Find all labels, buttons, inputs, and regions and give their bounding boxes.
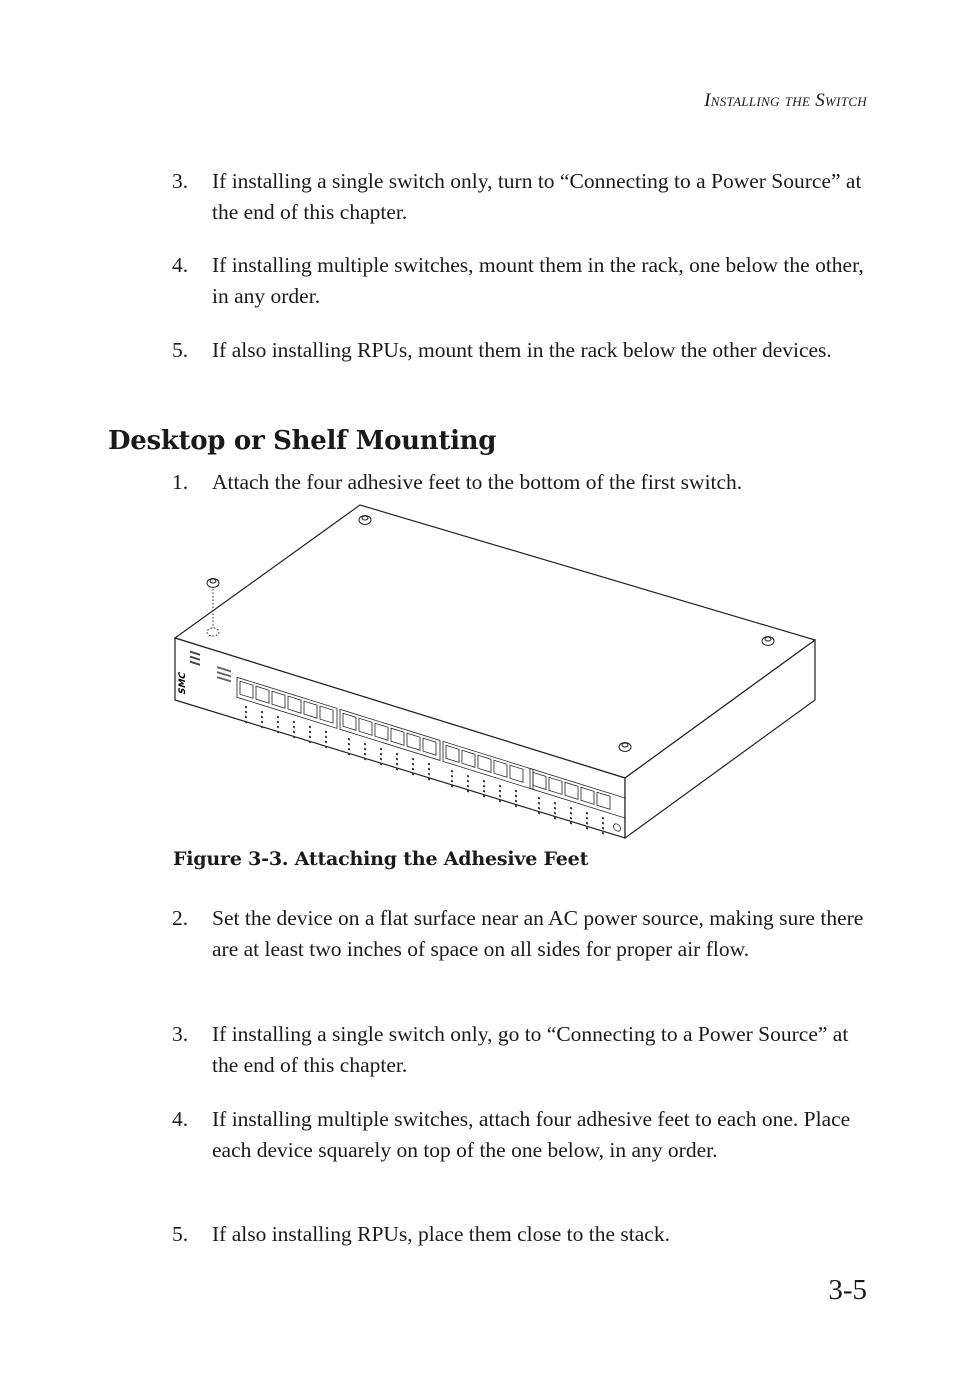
running-head-part-2: witch bbox=[825, 90, 867, 111]
step-text: Attach the four adhesive feet to the bottom of the first switch. bbox=[212, 470, 743, 494]
step-text: If installing multiple switches, mount them in the rack, one below the other, in any order. bbox=[212, 253, 864, 308]
figure-caption: Figure 3-3. Attaching the Adhesive Feet bbox=[173, 848, 589, 870]
switch-illustration bbox=[170, 500, 830, 845]
switch-drawing bbox=[170, 500, 830, 845]
step-text: If also installing RPUs, place them close to the stack. bbox=[212, 1222, 670, 1246]
step-text: If installing a single switch only, go to “Connecting to a Power Source” at the end of this chapter. bbox=[212, 1022, 849, 1077]
step-number: 3. bbox=[172, 169, 189, 193]
rack-step-3 bbox=[172, 166, 872, 228]
step-text: If installing a single switch only, turn to “Connecting to a Power Source” at the end of this chapter. bbox=[212, 169, 862, 224]
page-number: 3-5 bbox=[828, 1274, 867, 1306]
running-head bbox=[704, 90, 867, 112]
rack-step-5 bbox=[172, 335, 872, 366]
running-head-initial-2: S bbox=[815, 90, 826, 111]
step-text: If installing multiple switches, attach four adhesive feet to each one. Place each device squarely on top of the one below, in any order. bbox=[212, 1107, 851, 1162]
desktop-step-5 bbox=[172, 1219, 872, 1250]
desktop-step-4 bbox=[172, 1104, 872, 1166]
desktop-step-1 bbox=[172, 467, 872, 498]
step-number: 5. bbox=[172, 1222, 189, 1246]
step-text: If also installing RPUs, mount them in the rack below the other devices. bbox=[212, 338, 832, 362]
running-head-part-1: nstalling the bbox=[710, 90, 816, 111]
rack-step-4 bbox=[172, 250, 872, 312]
step-number: 2. bbox=[172, 906, 189, 930]
step-number: 1. bbox=[172, 470, 189, 494]
running-head-initial-1: I bbox=[704, 90, 711, 111]
step-text: Set the device on a flat surface near an AC power source, making sure there are at least two inches of space on all sides for proper air flow. bbox=[212, 906, 864, 961]
brand-logo: SMC bbox=[177, 670, 188, 697]
step-number: 4. bbox=[172, 253, 189, 277]
step-number: 5. bbox=[172, 338, 189, 362]
step-number: 4. bbox=[172, 1107, 189, 1131]
section-heading: Desktop or Shelf Mounting bbox=[108, 426, 497, 456]
step-number: 3. bbox=[172, 1022, 189, 1046]
desktop-step-2 bbox=[172, 903, 872, 965]
desktop-step-3 bbox=[172, 1019, 872, 1081]
